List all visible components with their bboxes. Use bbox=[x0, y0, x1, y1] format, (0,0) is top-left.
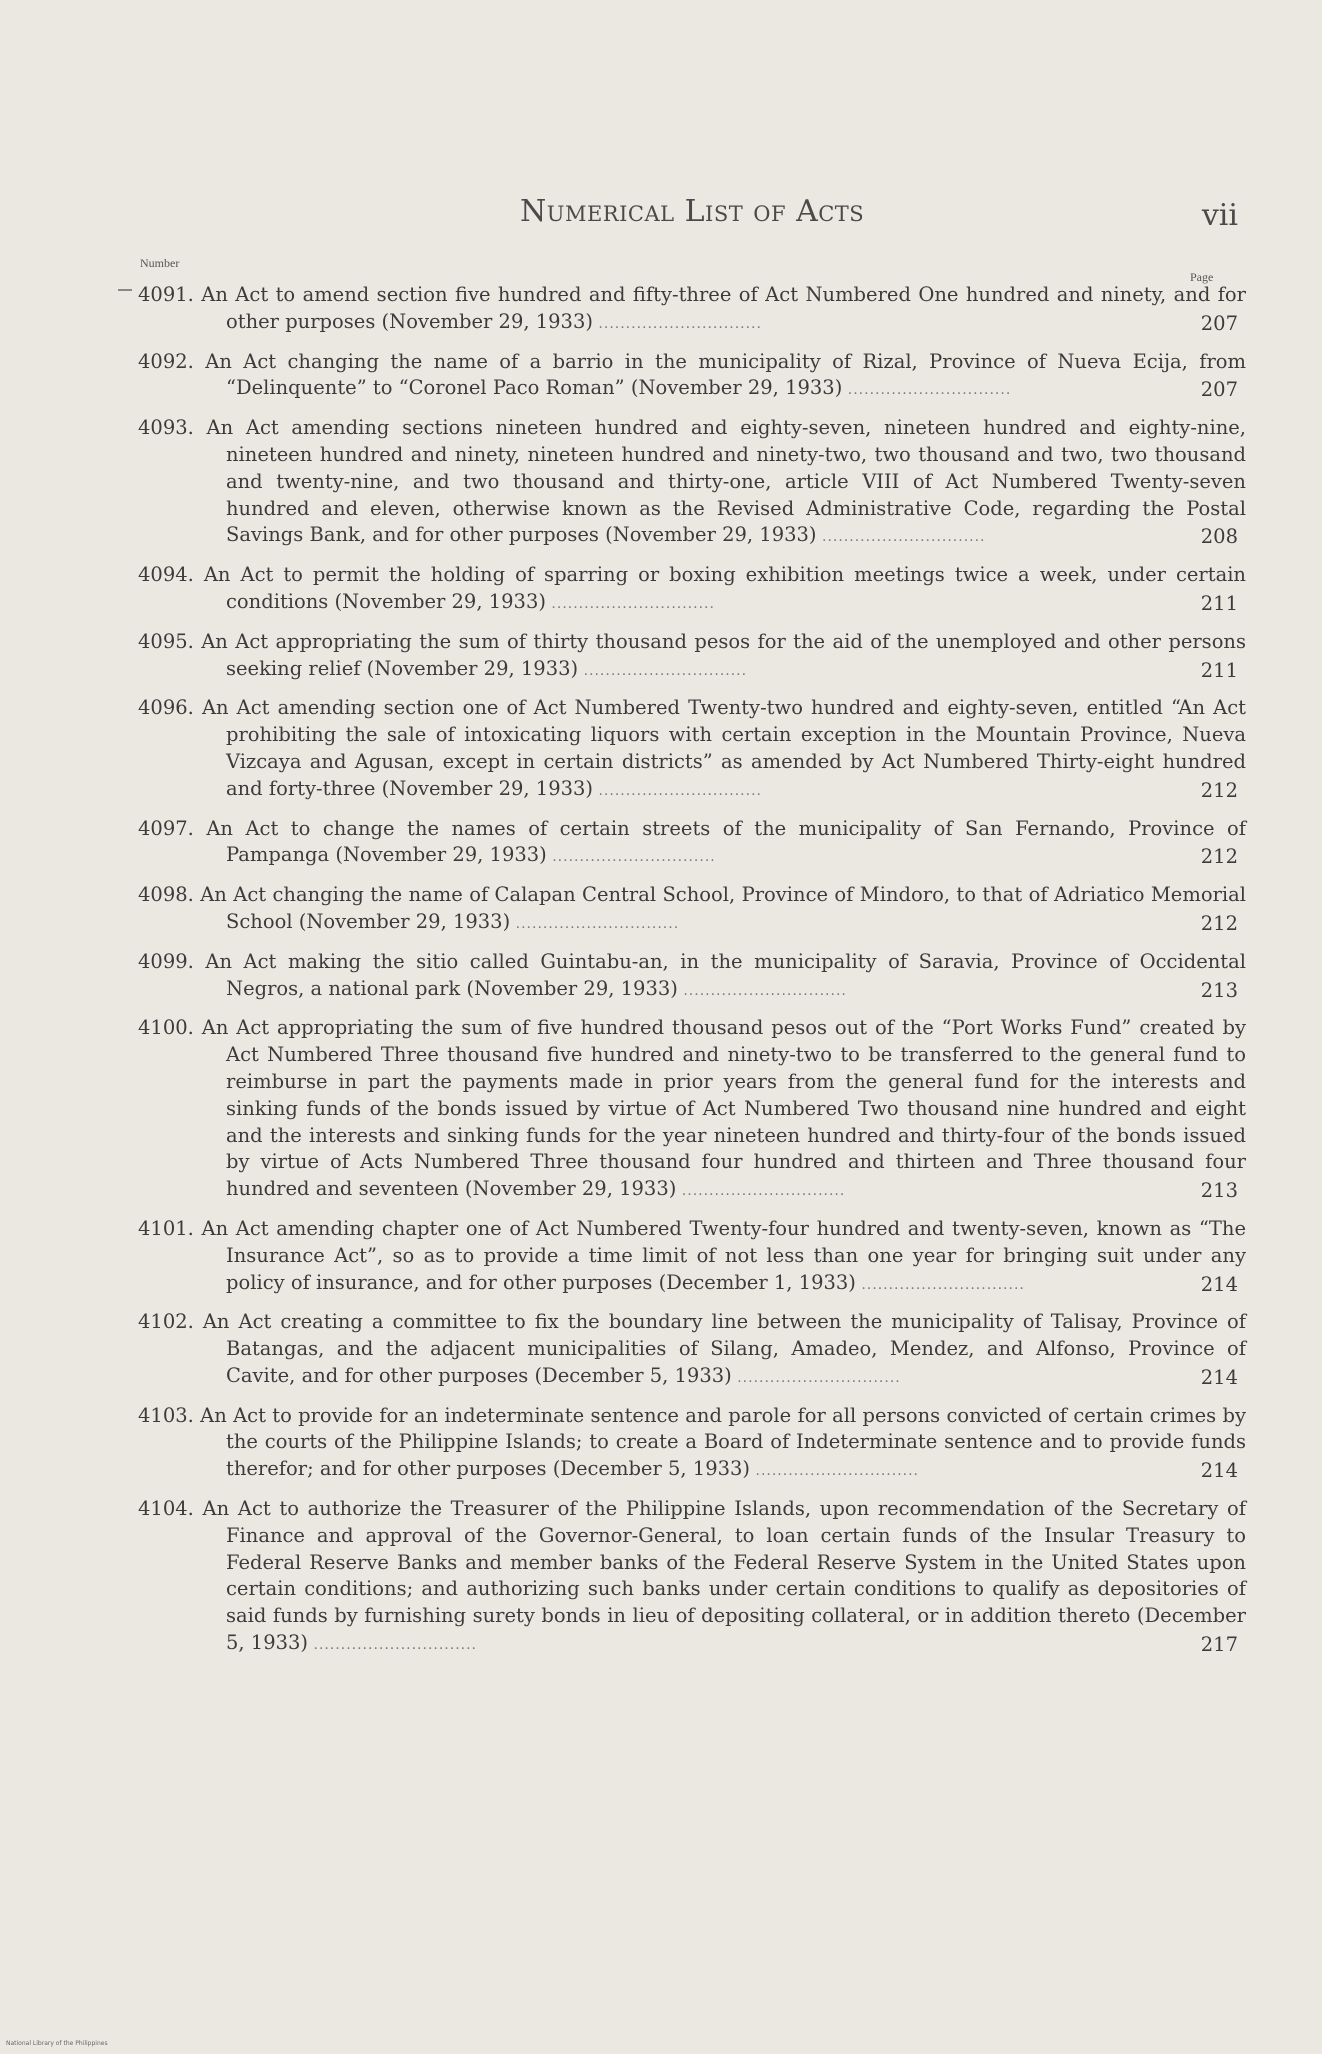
act-entry bbox=[138, 629, 1246, 685]
act-entry bbox=[138, 1216, 1246, 1298]
act-title: An Act amending section one of Act Numbered Twenty-two hundred and eighty-seven, entitled “An Act prohibiting the sale of intoxicating liquors with certain exception in the Mountain Province, Nueva Vizcaya and Agusan, except in certain districts” as amended by Act Numbered Thirty-eight hundred and forty-three (November 29, 1933) bbox=[201, 696, 1247, 800]
act-title: An Act appropriating the sum of thirty thousand pesos for the aid of the unemployed and other persons seeking relief (November 29, 1933) bbox=[201, 629, 1246, 680]
margin-mark bbox=[118, 289, 132, 291]
act-body bbox=[138, 695, 1246, 804]
number-column-label: Number bbox=[140, 256, 180, 270]
act-entry bbox=[138, 349, 1246, 405]
act-title: An Act changing the name of a barrio in the municipality of Rizal, Province of Nueva Ecija, from “Delinquente” to “Coronel Paco Roman” (November 29, 1933) bbox=[205, 349, 1246, 400]
act-page: 212 bbox=[1200, 778, 1238, 802]
act-body bbox=[138, 562, 1246, 618]
act-page: 213 bbox=[1200, 1179, 1238, 1203]
act-body bbox=[138, 1403, 1246, 1485]
act-body bbox=[138, 1216, 1246, 1298]
act-body bbox=[138, 415, 1246, 551]
act-entry bbox=[138, 282, 1246, 338]
act-entry bbox=[138, 882, 1246, 938]
act-number: 4097. bbox=[138, 816, 194, 840]
act-page: 214 bbox=[1200, 1365, 1238, 1389]
act-number: 4096. bbox=[138, 696, 194, 720]
act-entry bbox=[138, 1309, 1246, 1391]
act-number: 4099. bbox=[138, 949, 194, 973]
act-page: 212 bbox=[1200, 845, 1238, 869]
act-number: 4102. bbox=[138, 1310, 194, 1334]
act-body bbox=[138, 882, 1246, 938]
act-number: 4094. bbox=[138, 563, 194, 587]
act-entry bbox=[138, 562, 1246, 618]
dot-leader: .............................. bbox=[545, 595, 715, 612]
act-page: 207 bbox=[1200, 311, 1238, 335]
act-body bbox=[138, 629, 1246, 685]
page-column-label: Page bbox=[1190, 270, 1214, 284]
act-title: An Act to authorize the Treasurer of the Philippine Islands, upon recommendation of the Secretary of Finance and approval of the Governor-General, to loan certain funds of the Insular Treasury to Federal Reserve Banks and member banks of the Federal Reserve System in the United States upon certain conditions; and authorizing such banks under certain conditions to qualify as depositories of said funds by furnishing surety bonds in lieu of depositing collateral, or in addition thereto (December 5, 1933) bbox=[202, 1497, 1247, 1655]
act-entry bbox=[138, 1496, 1247, 1659]
dot-leader: .............................. bbox=[855, 1276, 1025, 1293]
act-number: 4101. bbox=[138, 1216, 194, 1240]
act-body bbox=[138, 1309, 1246, 1391]
act-title: An Act amending sections nineteen hundred and eighty-seven, nineteen hundred and eighty-nine, nineteen hundred and ninety, nineteen hundred and ninety-two, two thousand and two, two thousand and twenty-nine, and two thousand and thirty-one, article VIII of Act Numbered Twenty-seven hundred and eleven, otherwise known as the Revised Administrative Code, regarding the Postal Savings Bank, and for other purposes (November 29, 1933) bbox=[206, 416, 1246, 547]
page-title: Numerical List of Acts bbox=[520, 194, 865, 229]
acts-list bbox=[138, 282, 1247, 1670]
dot-leader: .............................. bbox=[677, 982, 847, 999]
page-number: vii bbox=[1201, 198, 1238, 233]
act-number: 4104. bbox=[138, 1497, 194, 1521]
dot-leader: .............................. bbox=[308, 1637, 478, 1654]
act-title: An Act amending chapter one of Act Numbered Twenty-four hundred and twenty-seven, known as “The Insurance Act”, so as to provide a time limit of not less than one year for bringing suit under any policy of insurance, and for other purposes (December 1, 1933) bbox=[201, 1216, 1246, 1294]
act-page: 207 bbox=[1200, 378, 1238, 402]
act-body bbox=[138, 816, 1246, 872]
act-entry bbox=[138, 415, 1246, 551]
act-entry bbox=[138, 1015, 1246, 1205]
act-page: 211 bbox=[1200, 591, 1238, 615]
act-body bbox=[138, 1015, 1246, 1205]
dot-leader: .............................. bbox=[676, 1183, 846, 1200]
act-title: An Act to amend section five hundred and fifty-three of Act Numbered One hundred and ninety, and for other purposes (November 29, 1933) bbox=[201, 283, 1246, 333]
act-number: 4095. bbox=[138, 629, 194, 653]
act-number: 4092. bbox=[138, 349, 194, 373]
act-page: 212 bbox=[1200, 911, 1238, 935]
act-number: 4093. bbox=[138, 416, 194, 440]
act-number: 4103. bbox=[138, 1403, 194, 1427]
act-entry bbox=[138, 816, 1246, 872]
act-body bbox=[138, 1496, 1246, 1659]
act-entry bbox=[138, 1403, 1246, 1485]
act-body bbox=[138, 349, 1246, 405]
act-number: 4098. bbox=[138, 883, 194, 907]
act-title: An Act to provide for an indeterminate sentence and parole for all persons convicted of certain crimes by the courts of the Philippine Islands; to create a Board of Indeterminate sentence and to provide funds therefor; and for other purposes (December 5, 1933) bbox=[200, 1403, 1246, 1481]
act-number: 4091. bbox=[138, 283, 194, 306]
act-page: 217 bbox=[1200, 1633, 1238, 1657]
dot-leader: .............................. bbox=[593, 782, 762, 799]
act-page: 211 bbox=[1200, 658, 1238, 682]
dot-leader: .............................. bbox=[842, 382, 1012, 399]
act-title: An Act creating a committee to fix the boundary line between the municipality of Talisay, Province of Batangas, and the adjacent municipalities of Silang, Amadeo, Mendez, and Alfonso, Province of Cavite, and for other purposes (December 5, 1933) bbox=[202, 1310, 1246, 1387]
dot-leader: .............................. bbox=[546, 849, 716, 866]
act-body bbox=[138, 949, 1246, 1005]
dot-leader: .............................. bbox=[731, 1369, 901, 1386]
footer-credit: National Library of the Philippines bbox=[6, 2040, 108, 2047]
dot-leader: .............................. bbox=[592, 315, 762, 332]
dot-leader: .............................. bbox=[750, 1463, 920, 1480]
dot-leader: .............................. bbox=[578, 662, 748, 679]
act-page: 208 bbox=[1200, 525, 1238, 549]
act-title: An Act to change the names of certain streets of the municipality of San Fernando, Province of Pampanga (November 29, 1933) bbox=[206, 816, 1246, 867]
act-entry bbox=[138, 949, 1246, 1005]
act-number: 4100. bbox=[138, 1016, 194, 1040]
act-title: An Act making the sitio called Guintabu-an, in the municipality of Saravia, Province of Occidental Negros, a national park (November 29, 1933) bbox=[205, 949, 1246, 1000]
act-title: An Act changing the name of Calapan Central School, Province of Mindoro, to that of Adriatico Memorial School (November 29, 1933) bbox=[200, 883, 1246, 933]
act-title: An Act appropriating the sum of five hundred thousand pesos out of the “Port Works Fund” created by Act Numbered Three thousand five hundred and ninety-two to be transferred to the general fund to reimburse in part the payments made in prior years from the general fund for the interests and sinking funds of the bonds issued by virtue of Act Numbered Two thousand nine hundred and eight and the interests and sinking funds for the year nineteen hundred and thirty-four of the bonds issued by virtue of Acts Numbered Three thousand four hundred and thirteen and Three thousand four hundred and seventeen (November 29, 1933) bbox=[201, 1016, 1246, 1201]
act-body bbox=[138, 282, 1246, 338]
dot-leader: .............................. bbox=[510, 915, 680, 932]
act-page: 214 bbox=[1200, 1272, 1238, 1296]
act-page: 213 bbox=[1200, 978, 1238, 1002]
dot-leader: .............................. bbox=[816, 529, 986, 546]
act-entry bbox=[138, 695, 1247, 804]
act-title: An Act to permit the holding of sparring or boxing exhibition meetings twice a week, under certain conditions (November 29, 1933) bbox=[203, 563, 1246, 613]
act-page: 214 bbox=[1200, 1459, 1238, 1483]
